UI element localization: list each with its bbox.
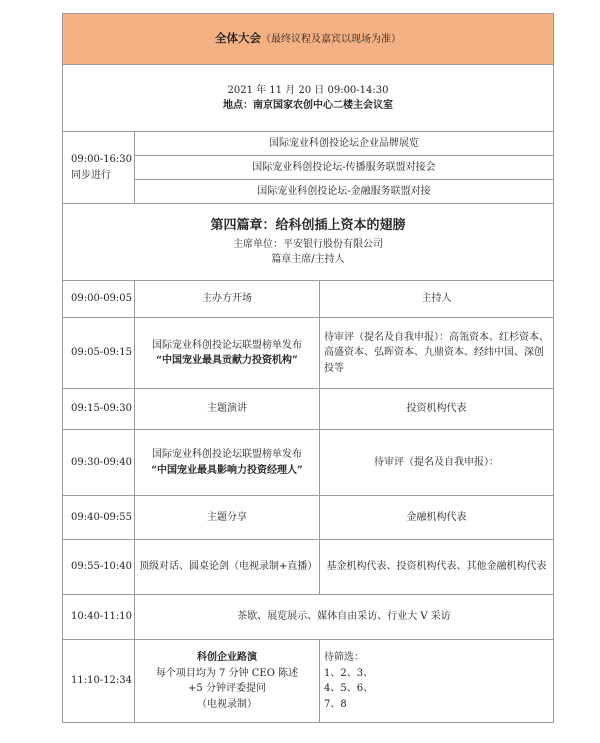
agenda-table [62,13,554,723]
roadshow-line: （电视录制） [197,698,257,710]
row-speaker: 投资机构代表 [320,389,554,430]
row-speaker: 待审评（提名及自我申报）：高瓴资本、红杉资本、高盛资本、弘晖资本、九鼎资本、经纬中国、深创投等 [320,318,554,389]
row-time: 09:15-09:30 [63,389,135,430]
row-time: 09:55-10:40 [63,540,135,595]
header-note: （最终议程及嘉宾以现场为准） [261,34,401,46]
row-item: 主办方开场 [135,281,320,318]
row-time: 11:10-12:34 [63,640,135,723]
chapter-title: 第四篇章：给科创插上资本的翅膀 [210,218,406,234]
chapter-host-unit: 主席单位：平安银行股份有限公司 [233,238,383,250]
parallel-item: 国际宠业科创投论坛-金融服务联盟对接 [135,180,554,204]
row-speaker: 待审评（提名及自我申报）： [320,430,554,496]
row-time: 09:40-09:55 [63,496,135,540]
roadshow-title: 科创企业路演 [197,652,257,663]
row-speaker: 基金机构代表、投资机构代表、其他金融机构代表 [320,540,554,595]
row-item-highlight: “中国宠业最具影响力投资经理人” [151,464,303,476]
row-speaker [320,640,554,723]
chapter-host-label: 篇章主席/主持人 [271,254,345,266]
parallel-item: 国际宠业科创投论坛-传播服务联盟对接会 [135,156,554,180]
row-speaker: 金融机构代表 [320,496,554,540]
roadshow-line: +5 分钟评委提问 [188,683,266,694]
row-item-line: 国际宠业科创投论坛联盟榜单发布 [152,449,302,460]
speaker-line: 4、5、6、 [324,683,374,694]
row-item-line: 国际宠业科创投论坛联盟榜单发布 [152,339,302,351]
row-item: 主题演讲 [135,389,320,430]
row-speaker: 主持人 [320,281,554,318]
parallel-time-cell [63,132,135,204]
parallel-time: 09:00-16:30 [71,154,133,165]
roadshow-line: 每个项目均为 7 分钟 CEO 陈述 [155,667,299,679]
speaker-line: 1、2、3、 [324,667,374,679]
session-location: 地点：南京国家农创中心二楼主会议室 [223,100,393,111]
speaker-line: 7、8 [324,698,347,710]
row-item [135,430,320,496]
speaker-line: 待筛选： [324,652,364,663]
row-item [135,318,320,389]
row-time: 10:40-11:10 [63,595,135,640]
parallel-item: 国际宠业科创投论坛企业品牌展览 [135,132,554,156]
row-item: 茶歇、展览展示、媒体自由采访、行业大 V 采访 [135,595,554,640]
row-time: 09:30-09:40 [63,430,135,496]
row-item: 顶级对话、圆桌论剑（电视录制+直播） [135,540,320,595]
row-time: 09:00-09:05 [63,281,135,318]
header-title: 全体大会 [215,31,261,46]
row-item [135,640,320,723]
row-time: 09:05-09:15 [63,318,135,389]
table-header [63,14,554,65]
session-date: 2021 年 11 月 20 日 09:00-14:30 [227,84,389,96]
session-info [63,65,554,132]
row-item: 主题分享 [135,496,320,540]
row-item-highlight: “中国宠业最具贡献力投资机构” [156,355,298,366]
parallel-label: 同步进行 [71,169,111,181]
chapter-block [63,204,554,281]
